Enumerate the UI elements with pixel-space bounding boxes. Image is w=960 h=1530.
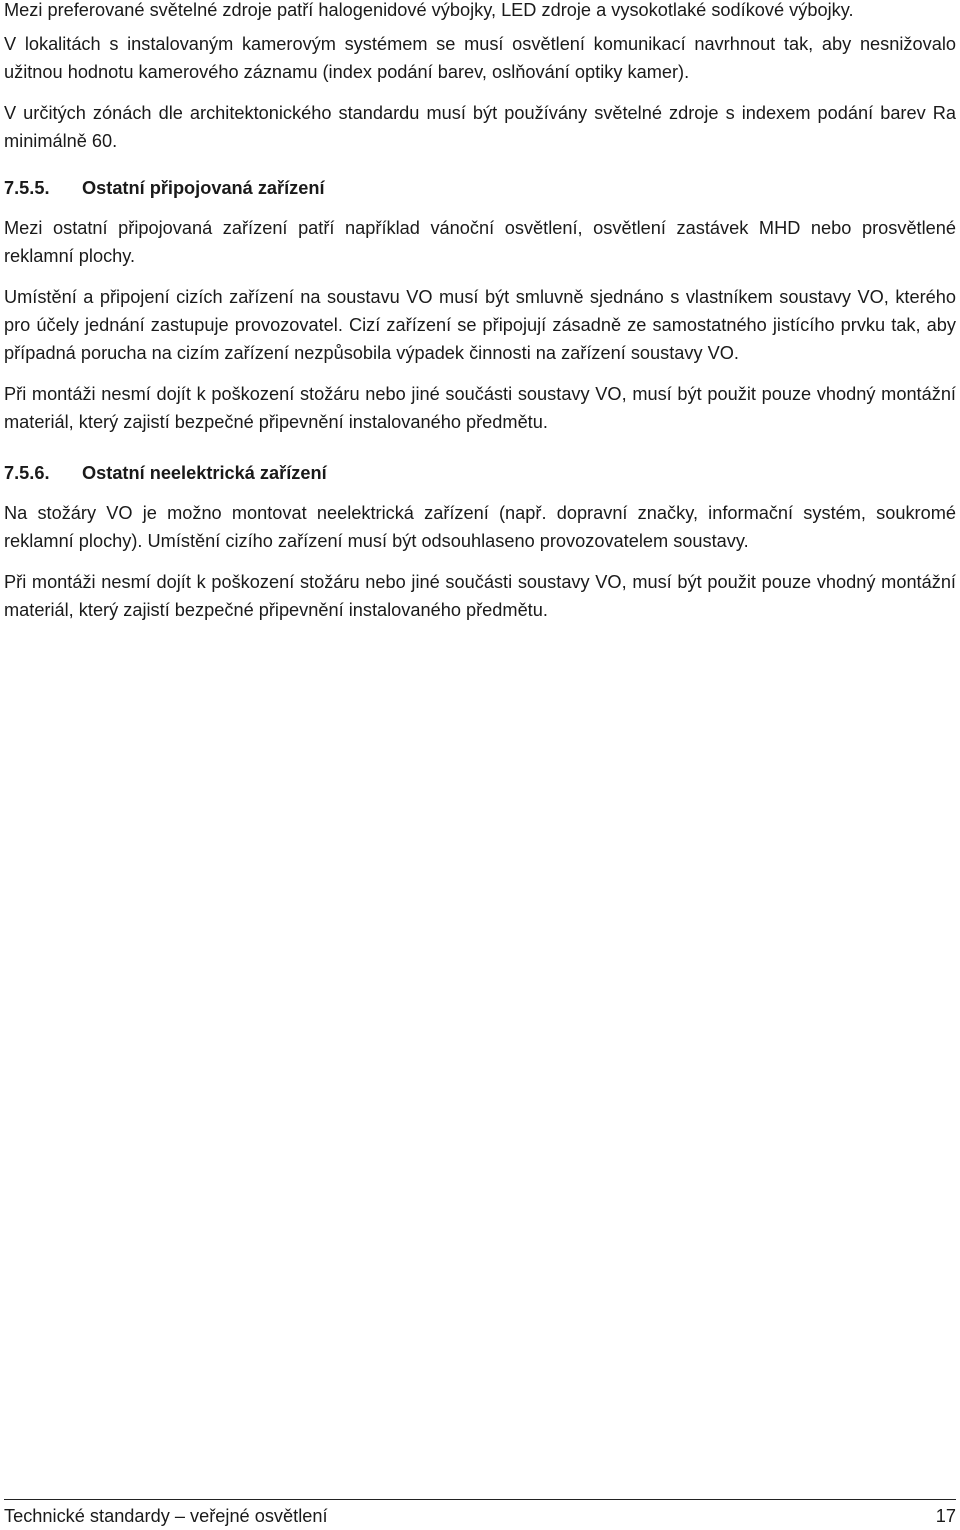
paragraph-camera-systems: V lokalitách s instalovaným kamerovým systémem se musí osvětlení komunikací navrhnout tak, aby nesnižovalo užitnou hodnotu kamerového záznamu (index podání barev, oslňování optiky kamer). xyxy=(4,34,956,82)
paragraph-light-sources: Mezi preferované světelné zdroje patří halogenidové výbojky, LED zdroje a vysokotlaké sodíkové výbojky. xyxy=(4,0,854,20)
page-footer xyxy=(4,1499,956,1530)
paragraph-connected-devices: Mezi ostatní připojovaná zařízení patří například vánoční osvětlení, osvětlení zastávek MHD nebo prosvětlené reklamní plochy. xyxy=(4,218,956,266)
footer-title: Technické standardy – veřejné osvětlení xyxy=(4,1506,328,1526)
section-number: 7.5.6. xyxy=(4,463,50,483)
page-number: 17 xyxy=(935,1506,956,1526)
paragraph-mounting-rules: Při montáži nesmí dojít k poškození stožáru nebo jiné součásti soustavy VO, musí být použit pouze vhodný montážní materiál, který zajistí bezpečné připevnění instalovaného předmětu. xyxy=(4,572,956,620)
paragraph-mounting-rules: Při montáži nesmí dojít k poškození stožáru nebo jiné součásti soustavy VO, musí být použit pouze vhodný montážní materiál, který zajistí bezpečné připevnění instalovaného předmětu. xyxy=(4,384,956,432)
page-content xyxy=(4,0,956,624)
paragraph-non-electric-devices: Na stožáry VO je možno montovat neelektrická zařízení (např. dopravní značky, informační systém, soukromé reklamní plochy). Umístění cizího zařízení musí být odsouhlaseno provozovatelem soustavy. xyxy=(4,503,956,551)
paragraph-foreign-devices: Umístění a připojení cizích zařízení na soustavu VO musí být smluvně sjednáno s vlastníkem soustavy VO, kterého pro účely jednání zastupuje provozovatel. Cizí zařízení se připojují zásadně ze samostatného jistícího prvku tak, aby případná porucha na cizím zařízení nezpůsobila výpadek činnosti na zařízení soustavy VO. xyxy=(4,287,956,363)
paragraph-color-rendering: V určitých zónách dle architektonického standardu musí být používány světelné zdroje s indexem podání barev Ra minimálně 60. xyxy=(4,103,956,151)
section-title: Ostatní připojovaná zařízení xyxy=(82,178,325,198)
section-number: 7.5.5. xyxy=(4,178,50,198)
section-heading-7-5-5 xyxy=(4,174,956,202)
section-heading-7-5-6 xyxy=(4,459,956,487)
section-title: Ostatní neelektrická zařízení xyxy=(82,463,327,483)
